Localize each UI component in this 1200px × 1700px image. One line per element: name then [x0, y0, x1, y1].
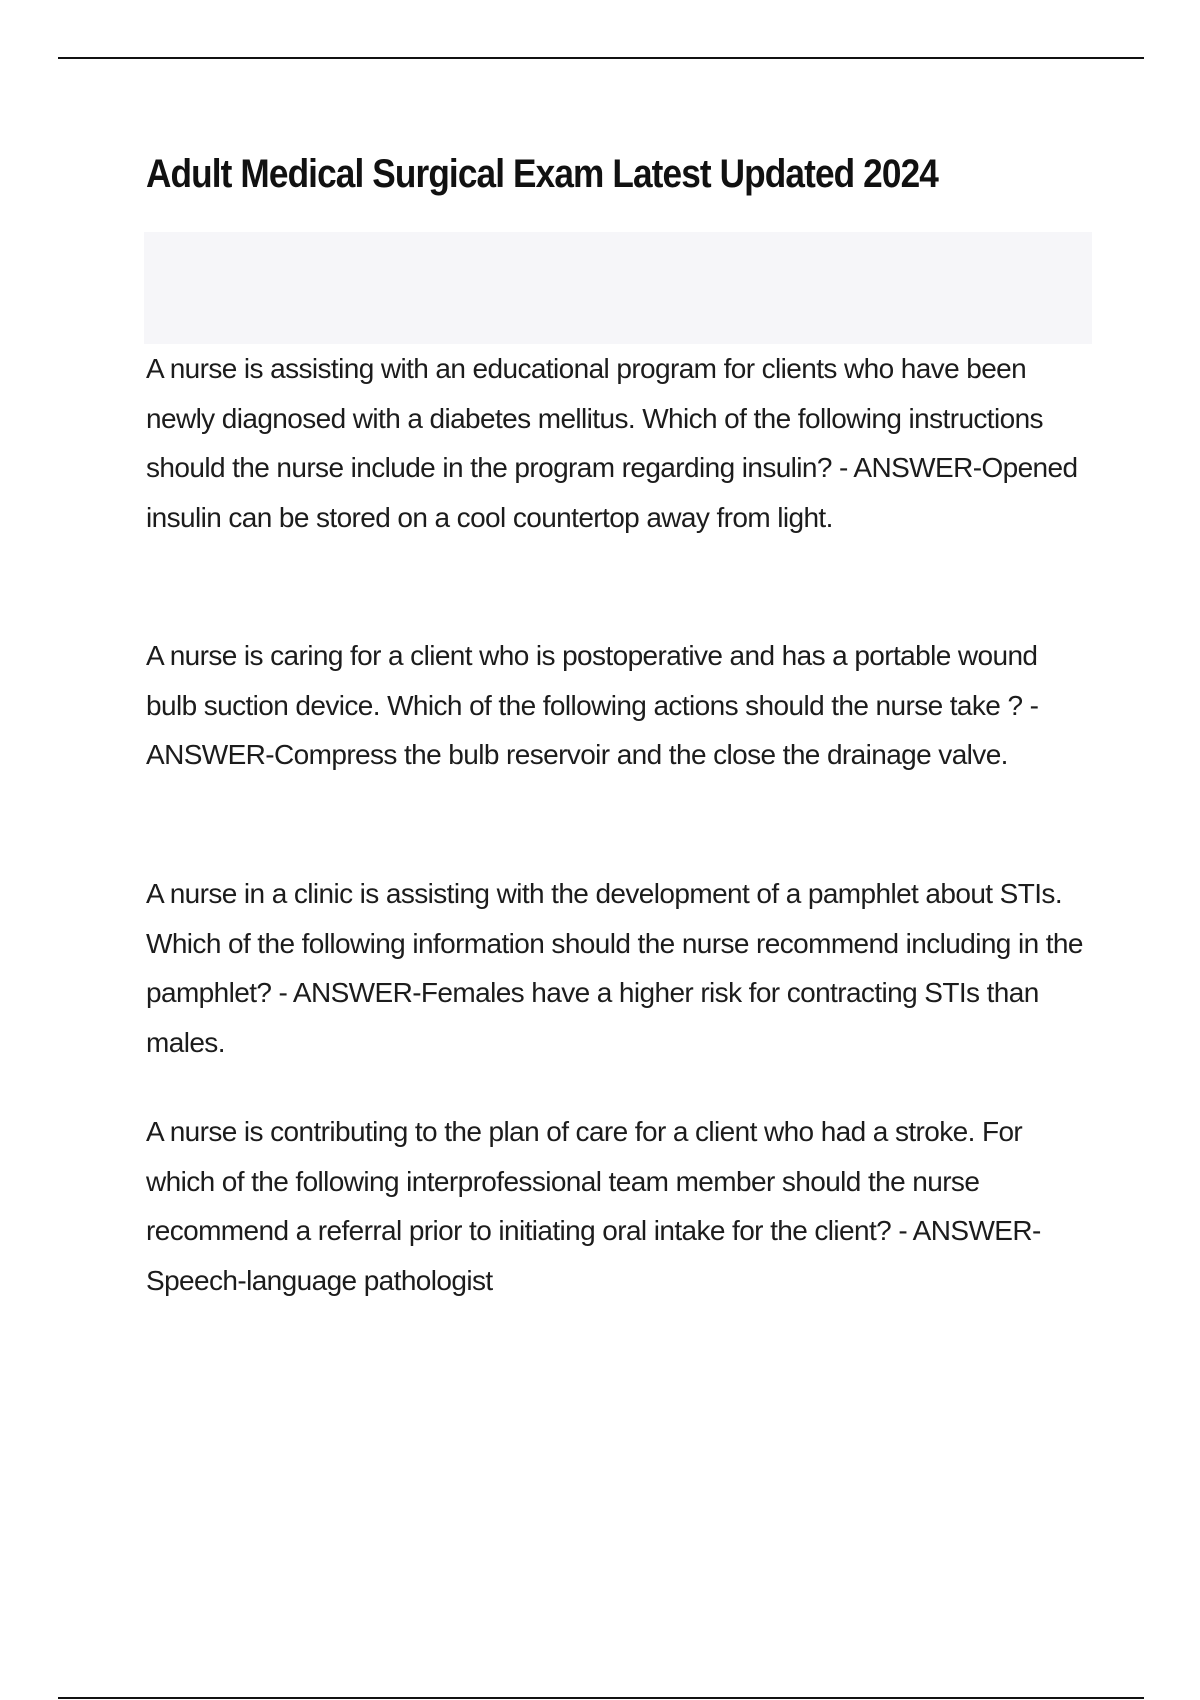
- qa-item-3: [146, 869, 1086, 1067]
- question-text: A nurse is caring for a client who is postoperative and has a portable wound bulb suction device. Which of the following actions should the nurse take ?: [146, 640, 1038, 721]
- answer-text: Females have a higher risk for contracting STIs than males.: [146, 977, 1039, 1058]
- answer-text: Compress the bulb reservoir and the close the drainage valve.: [274, 739, 1008, 770]
- qa-item-1: [146, 344, 1086, 542]
- question-text: A nurse is assisting with an educational program for clients who have been newly diagnosed with a diabetes mellitus. Which of the following instructions should the nurse include in the program regarding insulin?: [146, 353, 1043, 483]
- question-text: A nurse is contributing to the plan of care for a client who had a stroke. For which of the following interprofessional team member should the nurse recommend a referral prior to initiating oral intake for the client?: [146, 1116, 1023, 1246]
- top-divider: [58, 57, 1144, 59]
- page-title: Adult Medical Surgical Exam Latest Updated 2024: [146, 152, 938, 196]
- blank-banner: [144, 232, 1092, 344]
- answer-separator: - ANSWER-: [146, 689, 1039, 770]
- qa-item-2: [146, 631, 1086, 780]
- answer-separator: - ANSWER-: [831, 452, 982, 483]
- answer-text: Opened insulin can be stored on a cool countertop away from light.: [146, 452, 1078, 533]
- answer-separator: - ANSWER-: [891, 1215, 1041, 1246]
- bottom-divider: [58, 1697, 1144, 1699]
- question-text: A nurse in a clinic is assisting with the development of a pamphlet about STIs. Which of the following information should the nurse recommend including in the pamphlet?: [146, 878, 1083, 1008]
- answer-text: Speech-language pathologist: [146, 1264, 493, 1296]
- qa-item-4: [146, 1107, 1086, 1305]
- answer-separator: - ANSWER-: [271, 977, 421, 1008]
